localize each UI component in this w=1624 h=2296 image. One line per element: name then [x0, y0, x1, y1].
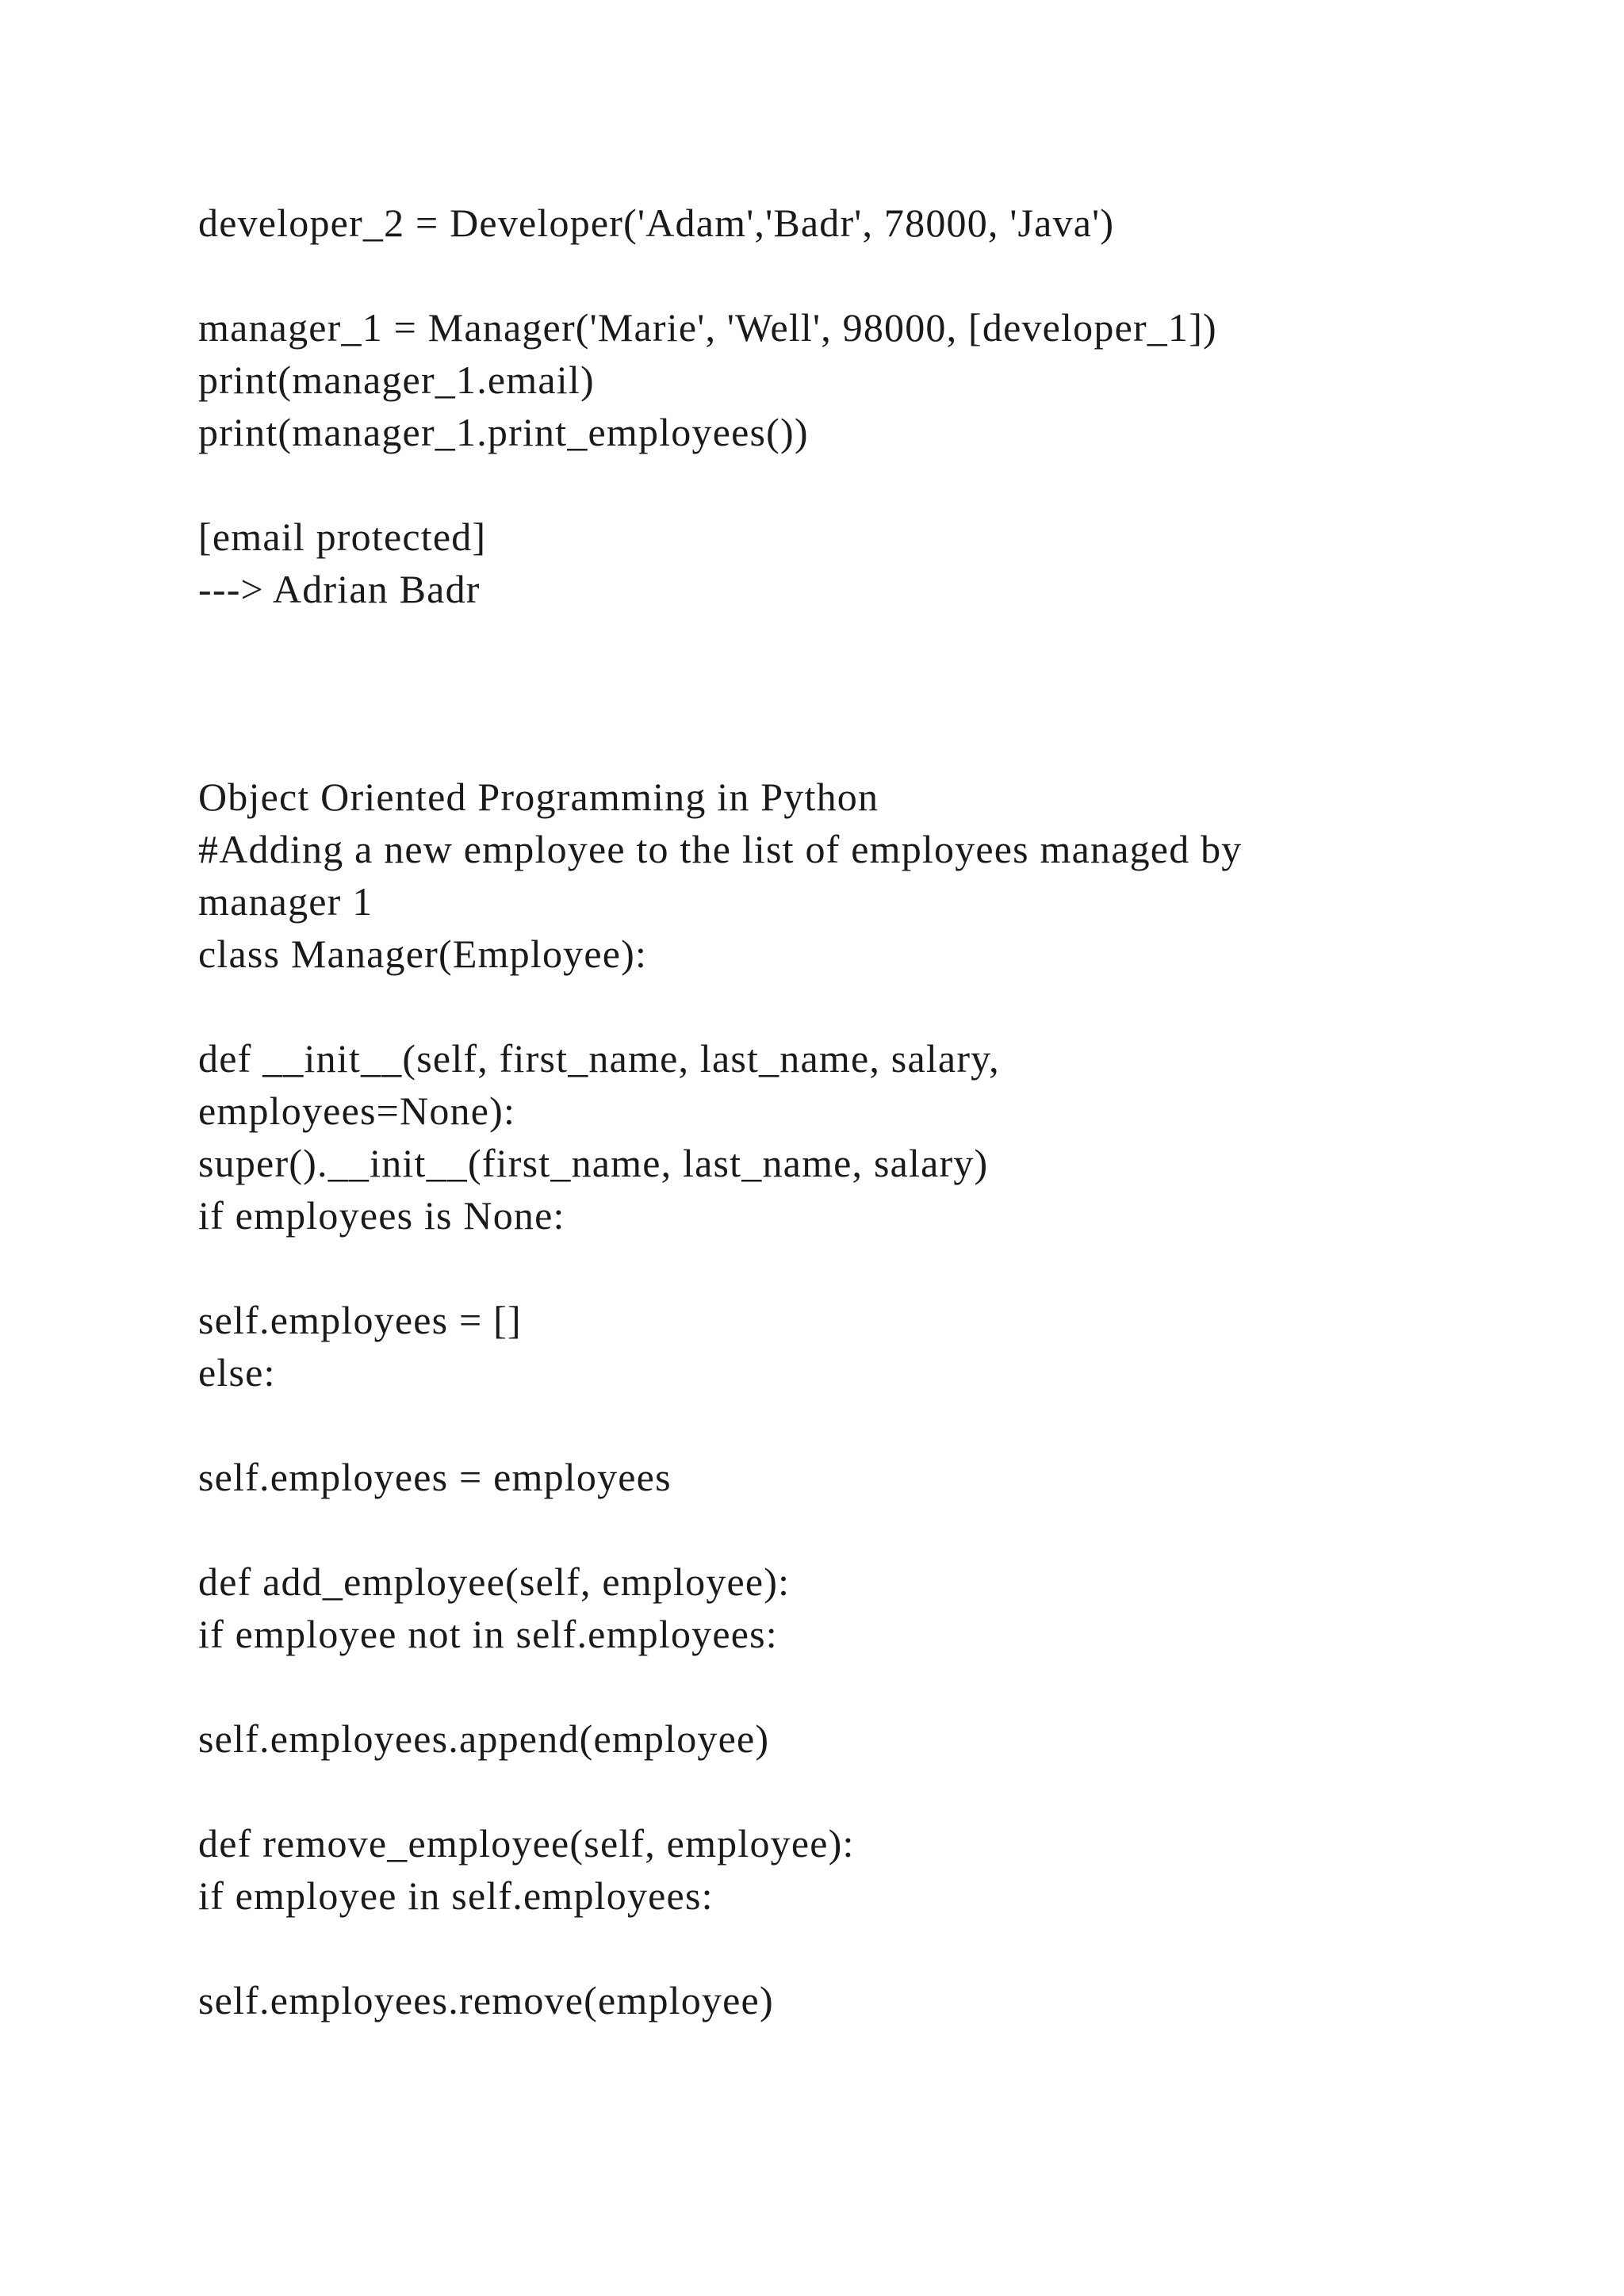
code-line: self.employees = []	[198, 1298, 522, 1342]
code-line: self.employees.append(employee)	[198, 1716, 770, 1761]
code-line: if employee not in self.employees:	[198, 1612, 778, 1656]
code-line: print(manager_1.email)	[198, 358, 595, 402]
code-line: manager_1 = Manager('Marie', 'Well', 98000, [developer_1])	[198, 305, 1217, 350]
code-line: developer_2 = Developer('Adam','Badr', 78000, 'Java')	[198, 201, 1115, 245]
code-line: employees=None):	[198, 1089, 516, 1133]
code-line: print(manager_1.print_employees())	[198, 410, 809, 454]
output-line: ---> Adrian Badr	[198, 567, 481, 611]
code-line: if employees is None:	[198, 1193, 565, 1238]
code-line: def add_employee(self, employee):	[198, 1559, 791, 1604]
code-line: def __init__(self, first_name, last_name, salary,	[198, 1036, 1000, 1081]
comment-line: manager 1	[198, 879, 373, 924]
code-line: if employee in self.employees:	[198, 1873, 714, 1918]
code-line: self.employees = employees	[198, 1455, 672, 1499]
code-line: self.employees.remove(employee)	[198, 1978, 774, 2022]
output-line: [email protected]	[198, 515, 487, 559]
code-line: def remove_employee(self, employee):	[198, 1821, 855, 1866]
comment-line: #Adding a new employee to the list of employees managed by	[198, 827, 1243, 871]
code-line: else:	[198, 1350, 276, 1395]
code-line: class Manager(Employee):	[198, 932, 648, 976]
section-title: Object Oriented Programming in Python	[198, 775, 879, 819]
code-line: super().__init__(first_name, last_name, salary)	[198, 1141, 989, 1185]
